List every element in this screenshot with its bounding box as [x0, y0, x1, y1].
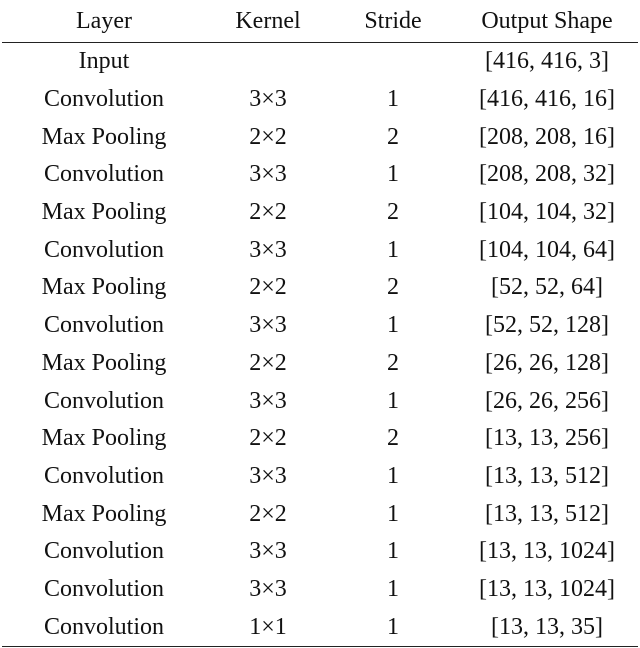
- kernel-cell: 2×2: [249, 199, 287, 226]
- header-stride: Stride: [330, 0, 456, 43]
- layer-cell: Convolution: [43, 538, 164, 565]
- stride-cell: [330, 43, 456, 81]
- output-shape-cell: [26, 26, 256]: [485, 387, 609, 414]
- layer-cell: Convolution: [43, 161, 164, 188]
- stride-cell: 1: [330, 608, 456, 646]
- table-row: [2, 269, 638, 307]
- layer-cell: Convolution: [43, 236, 164, 263]
- layer-cell: Max Pooling: [41, 349, 167, 376]
- table-header: [2, 0, 638, 43]
- header-kernel: Kernel: [206, 0, 330, 43]
- table-row: [2, 571, 638, 609]
- stride-cell: 2: [387, 425, 399, 452]
- table-row: [2, 231, 638, 269]
- kernel-cell: 2×2: [249, 500, 287, 527]
- output-shape-cell: [208, 208, 16]: [479, 123, 615, 150]
- kernel-cell: 3×3: [249, 312, 287, 339]
- layer-cell: Max Pooling: [41, 123, 167, 150]
- output-shape-cell: [104, 104, 32]: [479, 199, 615, 226]
- output-shape-cell: [52, 52, 128]: [485, 312, 609, 339]
- table-body: [2, 43, 638, 647]
- stride-cell: 2: [387, 199, 399, 226]
- kernel-cell: 2×2: [249, 123, 287, 150]
- layer-cell: Convolution: [43, 462, 164, 489]
- stride-cell: 1: [387, 387, 399, 414]
- layer-cell: Input: [78, 48, 130, 75]
- table-row: [2, 194, 638, 232]
- layer-cell: Max Pooling: [41, 199, 167, 226]
- table-row: [2, 345, 638, 383]
- table-row: [2, 43, 638, 81]
- output-shape-cell: [13, 13, 1024]: [479, 538, 615, 565]
- table-row: [2, 420, 638, 458]
- layer-cell: Convolution: [43, 312, 164, 339]
- table-row: [2, 81, 638, 119]
- kernel-cell: 2×2: [249, 425, 287, 452]
- table-row: [2, 608, 638, 646]
- layer-cell: Convolution: [43, 86, 164, 113]
- table-row: [2, 382, 638, 420]
- output-shape-cell: [52, 52, 64]: [491, 274, 603, 301]
- kernel-cell: 3×3: [249, 538, 287, 565]
- stride-cell: 1: [387, 312, 399, 339]
- stride-cell: 1: [387, 575, 399, 602]
- table-row: [2, 533, 638, 571]
- output-shape-cell: [13, 13, 512]: [485, 462, 609, 489]
- stride-cell: 1: [387, 236, 399, 263]
- layer-cell: Convolution: [43, 575, 164, 602]
- stride-cell: 1: [387, 500, 399, 527]
- kernel-cell: 1×1: [206, 608, 330, 646]
- layer-cell: Max Pooling: [41, 500, 167, 527]
- output-shape-cell: [416, 416, 3]: [485, 48, 609, 75]
- stride-cell: 2: [387, 123, 399, 150]
- layer-cell: Convolution: [2, 608, 206, 646]
- stride-cell: 1: [387, 86, 399, 113]
- kernel-cell: 3×3: [249, 86, 287, 113]
- table-row: [2, 118, 638, 156]
- header-output-shape: Output Shape: [456, 0, 638, 43]
- kernel-cell: 3×3: [249, 236, 287, 263]
- output-shape-cell: [13, 13, 256]: [485, 425, 609, 452]
- kernel-cell: 3×3: [249, 161, 287, 188]
- output-shape-cell: [26, 26, 128]: [485, 349, 609, 376]
- table-row: [2, 156, 638, 194]
- kernel-cell: [206, 43, 330, 81]
- kernel-cell: 2×2: [249, 274, 287, 301]
- kernel-cell: 3×3: [249, 462, 287, 489]
- header-row: [2, 0, 638, 43]
- stride-cell: 1: [387, 161, 399, 188]
- network-architecture-table: [2, 0, 638, 647]
- table-row: [2, 458, 638, 496]
- output-shape-cell: [208, 208, 32]: [479, 161, 615, 188]
- stride-cell: 1: [387, 462, 399, 489]
- table-row: [2, 495, 638, 533]
- output-shape-cell: [13, 13, 1024]: [479, 575, 615, 602]
- kernel-cell: 2×2: [249, 349, 287, 376]
- stride-cell: 1: [387, 538, 399, 565]
- kernel-cell: 3×3: [249, 575, 287, 602]
- output-shape-cell: [13, 13, 35]: [456, 608, 638, 646]
- output-shape-cell: [416, 416, 16]: [479, 86, 615, 113]
- output-shape-cell: [13, 13, 512]: [485, 500, 609, 527]
- header-layer: Layer: [2, 0, 206, 43]
- output-shape-cell: [104, 104, 64]: [479, 236, 615, 263]
- table-row: [2, 307, 638, 345]
- layer-cell: Max Pooling: [41, 425, 167, 452]
- layer-cell: Max Pooling: [41, 274, 167, 301]
- stride-cell: 2: [387, 349, 399, 376]
- kernel-cell: 3×3: [249, 387, 287, 414]
- layer-cell: Convolution: [43, 387, 164, 414]
- stride-cell: 2: [387, 274, 399, 301]
